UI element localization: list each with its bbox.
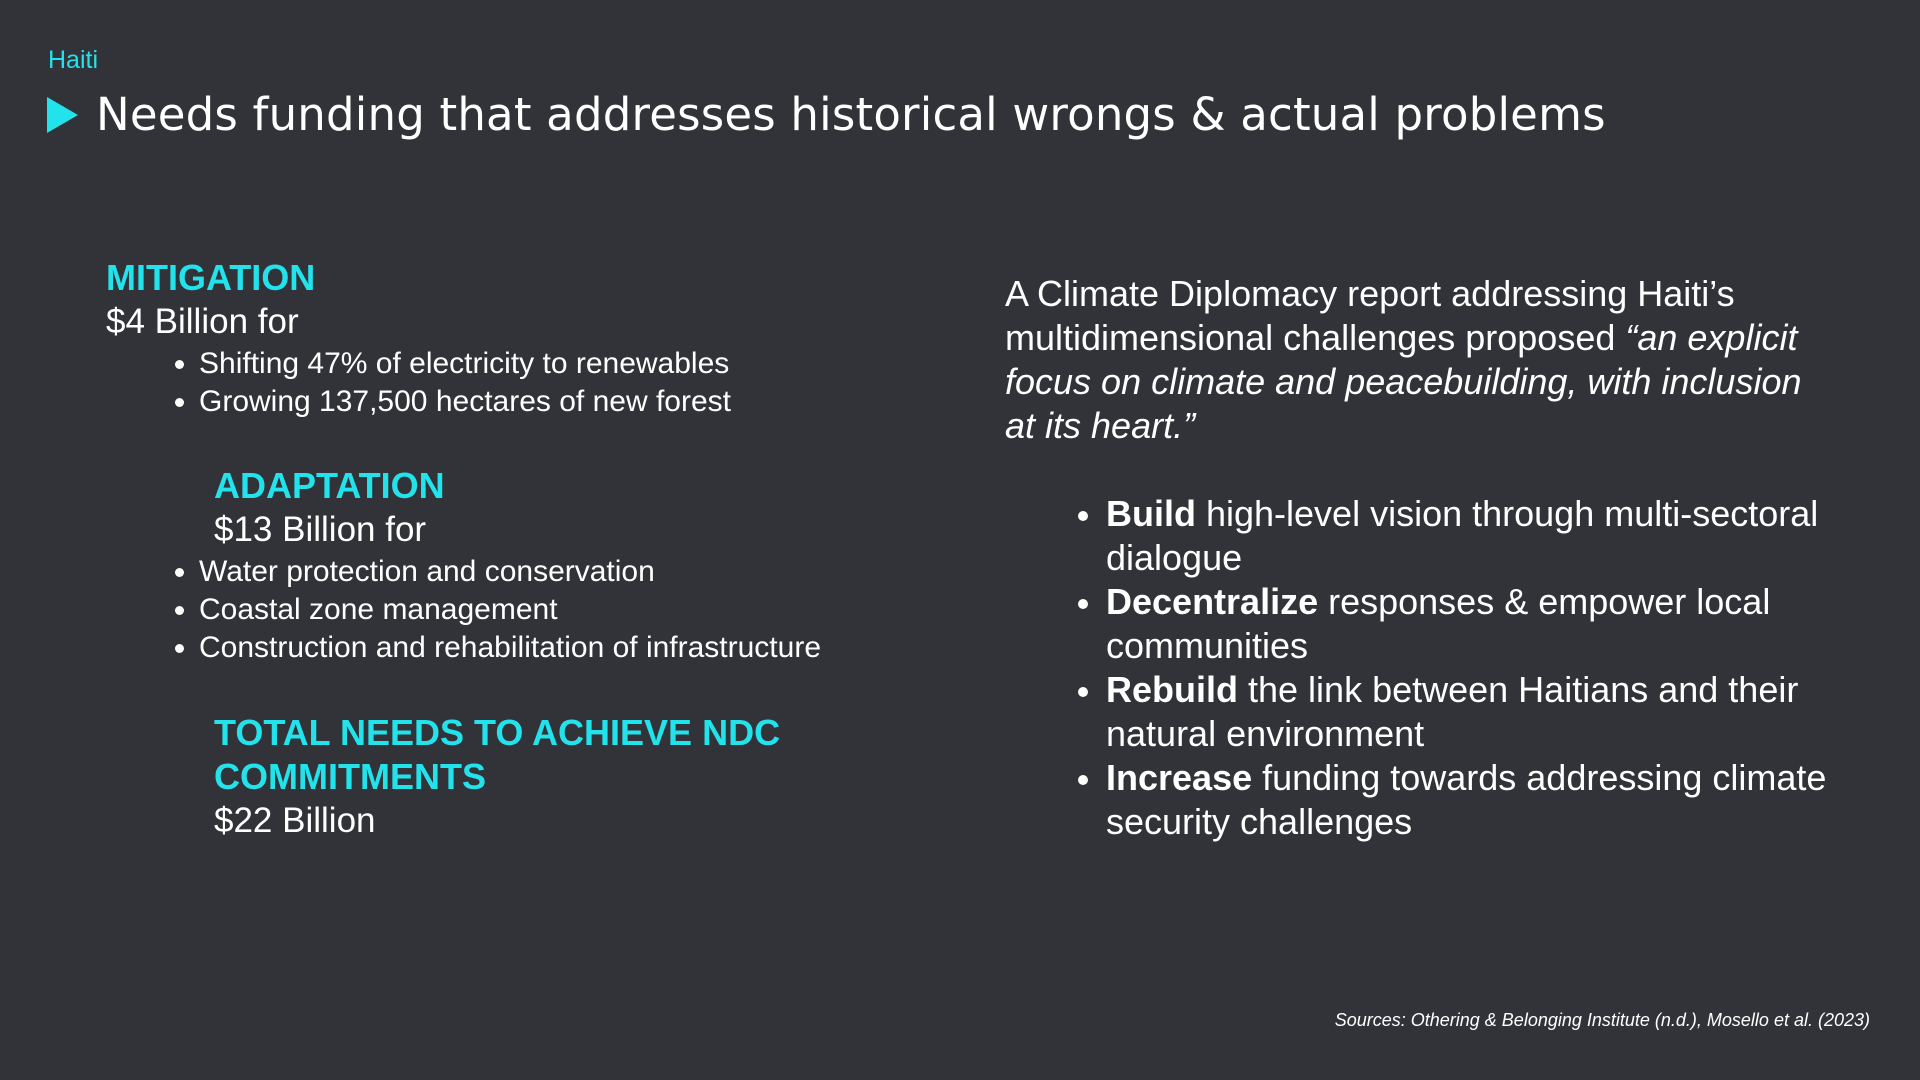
- page-title: Needs funding that addresses historical wrongs & actual problems: [96, 88, 1606, 141]
- intro-text: A Climate Diplomacy report addressing Haiti’s multidimensional challenges proposed: [1005, 273, 1735, 358]
- title-row: [47, 88, 1606, 141]
- total-section: [214, 711, 780, 843]
- adaptation-list: [199, 553, 821, 667]
- recommendations-list: [1106, 492, 1836, 844]
- total-heading-line2: COMMITMENTS: [214, 756, 486, 797]
- section-kicker: Haiti: [48, 46, 99, 74]
- bullet-keyword: Increase: [1106, 757, 1253, 798]
- mitigation-list: [199, 345, 731, 421]
- bullet-text: the link between Haitians and their natural environment: [1106, 669, 1799, 754]
- total-amount: $22 Billion: [214, 801, 376, 840]
- intro-quote: “an explicit focus on climate and peacebuilding, with inclusion at its heart.”: [1005, 317, 1802, 446]
- list-item: Construction and rehabilitation of infrastructure: [199, 629, 821, 667]
- list-item: [1106, 492, 1836, 580]
- intro-paragraph: [1005, 272, 1835, 448]
- list-item: Growing 137,500 hectares of new forest: [199, 383, 731, 421]
- list-item: [1106, 668, 1836, 756]
- list-item: [1106, 756, 1836, 844]
- total-heading-line1: TOTAL NEEDS TO ACHIEVE NDC: [214, 712, 781, 753]
- sources-citation: Sources: Othering & Belonging Institute (n.d.), Mosello et al. (2023): [1334, 1010, 1870, 1030]
- bullet-keyword: Decentralize: [1106, 581, 1319, 622]
- list-item: Shifting 47% of electricity to renewables: [199, 345, 731, 383]
- mitigation-amount: $4 Billion for: [106, 302, 299, 341]
- adaptation-heading: ADAPTATION: [214, 465, 445, 506]
- list-item: [1106, 580, 1836, 668]
- bullet-text: responses & empower local communities: [1106, 581, 1771, 666]
- bullet-keyword: Rebuild: [1106, 669, 1238, 710]
- adaptation-section: [214, 464, 445, 552]
- play-triangle-icon: [47, 97, 78, 133]
- list-item: Coastal zone management: [199, 591, 821, 629]
- mitigation-section: [106, 256, 315, 344]
- bullet-text: funding towards addressing climate security challenges: [1106, 757, 1827, 842]
- bullet-keyword: Build: [1106, 493, 1196, 534]
- adaptation-amount: $13 Billion for: [214, 510, 427, 549]
- bullet-text: high-level vision through multi-sectoral dialogue: [1106, 493, 1819, 578]
- mitigation-heading: MITIGATION: [106, 257, 316, 298]
- list-item: Water protection and conservation: [199, 553, 821, 591]
